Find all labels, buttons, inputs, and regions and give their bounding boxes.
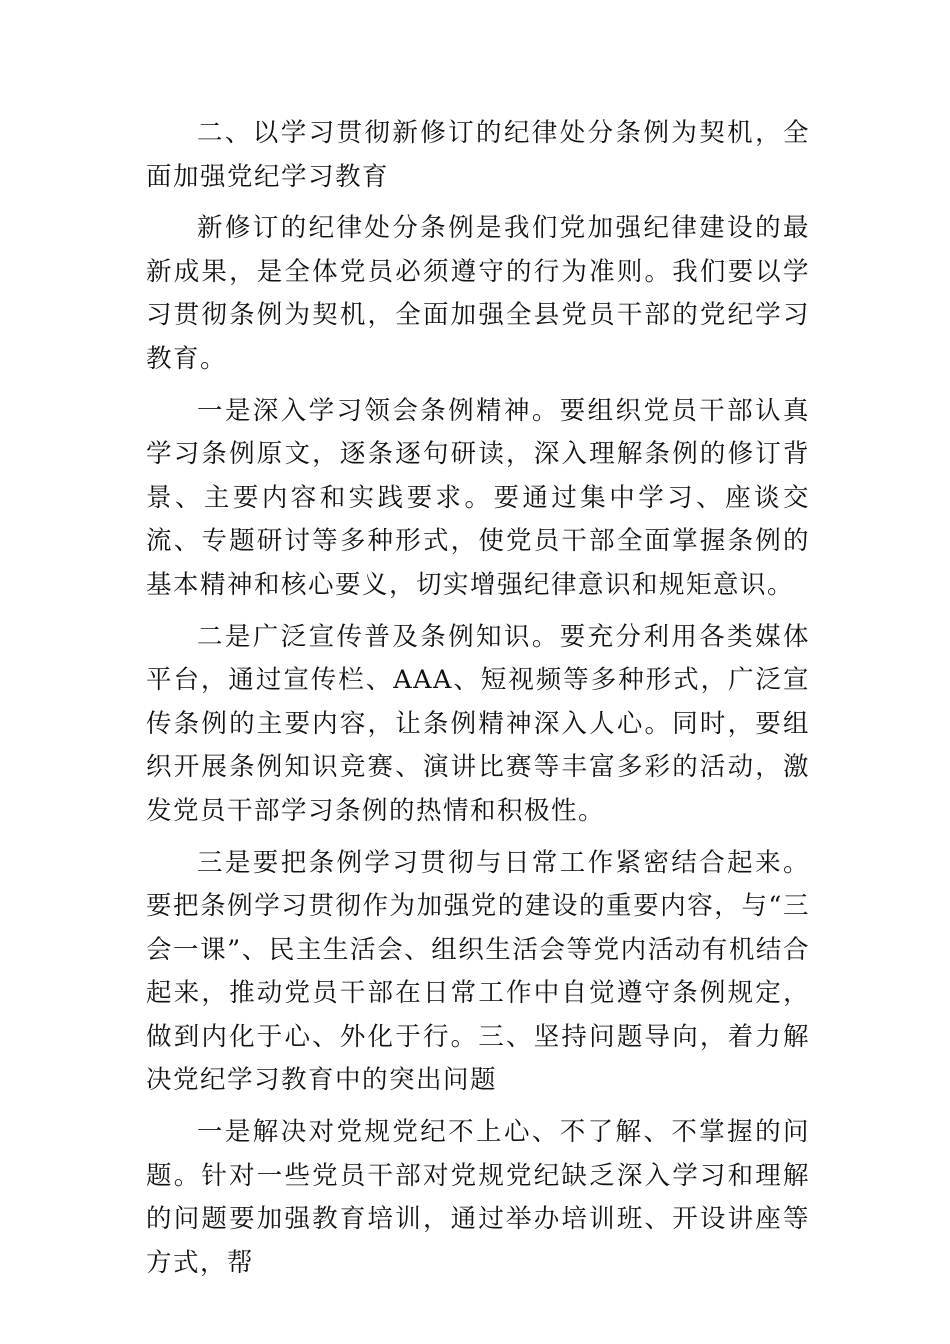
problem-one-paragraph: 一是解决对党规党纪不上心、不了解、不掌握的问题。针对一些党员干部对党规党纪缺乏深入学习和理解的问题要加强教育培训，通过举办培训班、开设讲座等方式，帮 — [146, 1117, 810, 1278]
point-one-paragraph: 一是深入学习领会条例精神。要组织党员干部认真学习条例原文，逐条逐句研读，深入理解条例的修订背景、主要内容和实践要求。要通过集中学习、座谈交流、专题研讨等多种形式，使党员干部全面掌握条例的基本精神和核心要义，切实增强纪律意识和规矩意识。 — [146, 395, 810, 600]
section-heading-paragraph: 二、以学习贯彻新修订的纪律处分条例为契机，全面加强党纪学习教育 — [146, 118, 810, 192]
point-three-paragraph: 三是要把条例学习贯彻与日常工作紧密结合起来。要把条例学习贯彻作为加强党的建设的重要内容，与“三会一课”、民主生活会、组织生活会等党内活动有机结合起来，推动党员干部在日常工作中自觉遵守条例规定，做到内化于心、外化于行。三、坚持问题导向，着力解决党纪学习教育中的突出问题 — [146, 847, 810, 1096]
point-two-paragraph: 二是广泛宣传普及条例知识。要充分利用各类媒体平台，通过宣传栏、AAA、短视频等多种形式，广泛宣传条例的主要内容，让条例精神深入人心。同时，要组织开展条例知识竞赛、演讲比赛等丰富多彩的活动，激发党员干部学习条例的热情和积极性。 — [146, 621, 810, 826]
document-body — [146, 112, 810, 1293]
intro-paragraph: 新修订的纪律处分条例是我们党加强纪律建设的最新成果，是全体党员必须遵守的行为准则。我们要以学习贯彻条例为契机，全面加强全县党员干部的党纪学习教育。 — [146, 213, 810, 374]
